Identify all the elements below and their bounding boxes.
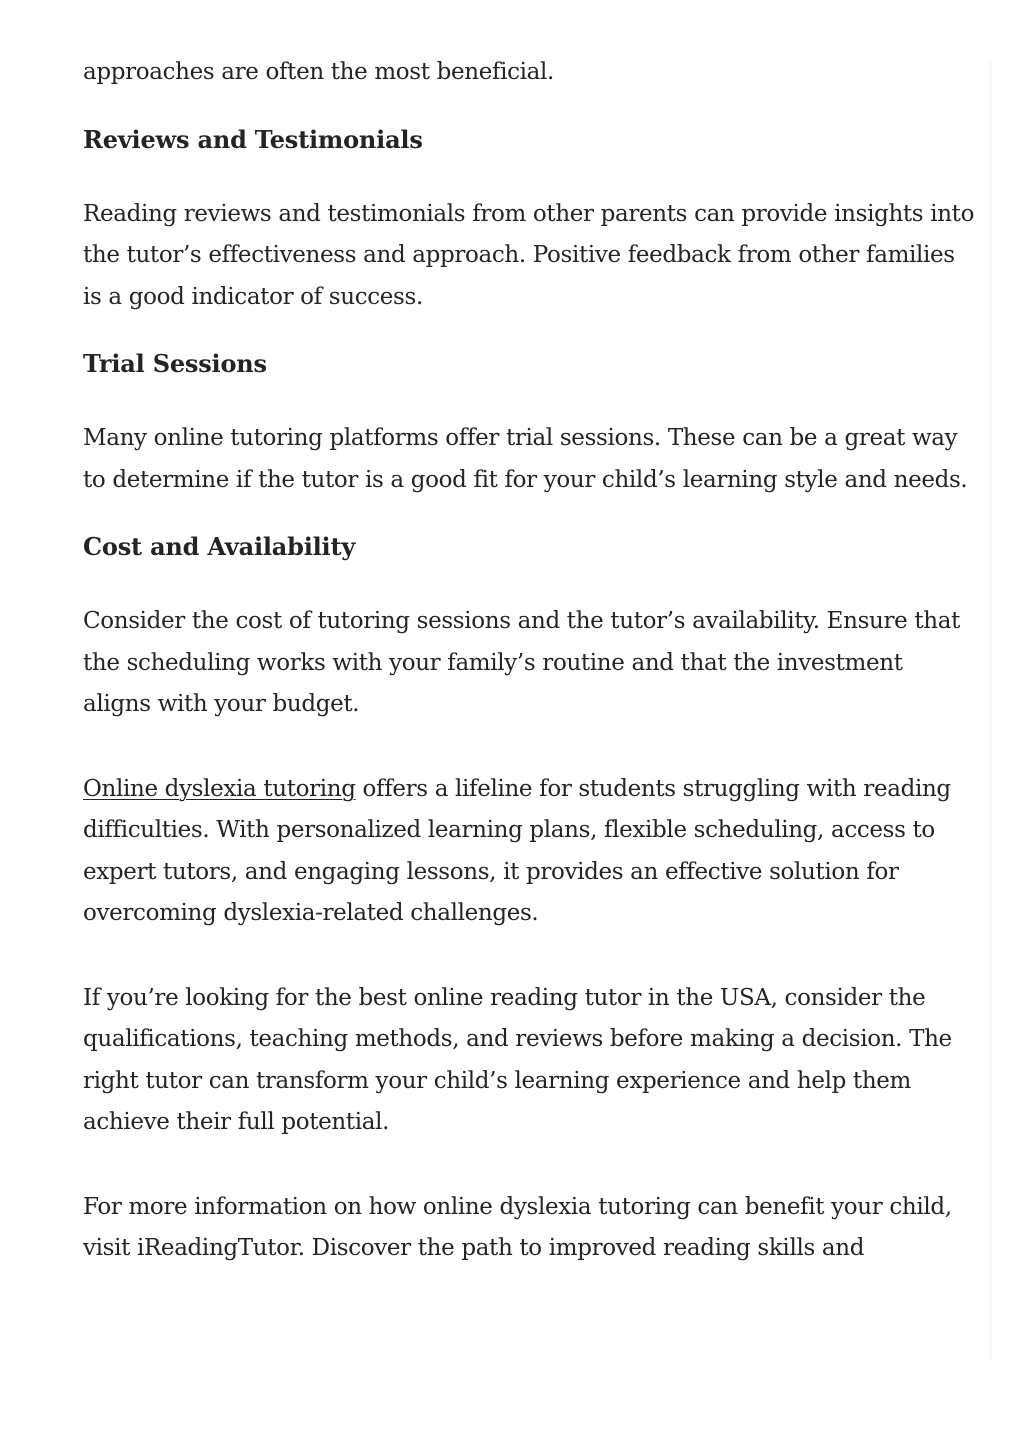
page-edge-divider <box>990 60 991 1360</box>
heading-trial-sessions: Trial Sessions <box>83 349 267 378</box>
heading-cost-availability: Cost and Availability <box>83 532 356 561</box>
paragraph-cost-availability: Consider the cost of tutoring sessions and the tutor’s availability. Ensure that the scheduling works with your family’s routine and that the investment aligns with your budget. <box>83 608 960 717</box>
paragraph-trial-sessions: Many online tutoring platforms offer trial sessions. These can be a great way to determine if the tutor is a good fit for your child’s learning style and needs. <box>83 425 968 493</box>
article-body <box>83 52 975 1270</box>
paragraph-reviews-testimonials: Reading reviews and testimonials from other parents can provide insights into the tutor’s effectiveness and approach. Positive feedback from other families is a good indicator of success. <box>83 200 975 310</box>
intro-tail-paragraph: approaches are often the most beneficial. <box>83 59 554 85</box>
conclusion-text: offers a lifeline for students struggling with reading difficulties. With personalized learning plans, flexible scheduling, access to expert tutors, and engaging lessons, it provides an effective solution for overcoming dyslexia-related challenges. <box>83 775 951 926</box>
paragraph-advice: If you’re looking for the best online reading tutor in the USA, consider the qualifications, teaching methods, and reviews before making a decision. The right tutor can transform your child’s learning experience and help them achieve their full potential. <box>83 984 952 1135</box>
paragraph-conclusion <box>83 769 975 935</box>
paragraph-closing: For more information on how online dyslexia tutoring can benefit your child, visit iReadingTutor. Discover the path to improved reading skills and <box>83 1193 952 1261</box>
heading-reviews-testimonials: Reviews and Testimonials <box>83 124 423 154</box>
online-dyslexia-tutoring-link[interactable]: Online dyslexia tutoring <box>83 775 356 802</box>
